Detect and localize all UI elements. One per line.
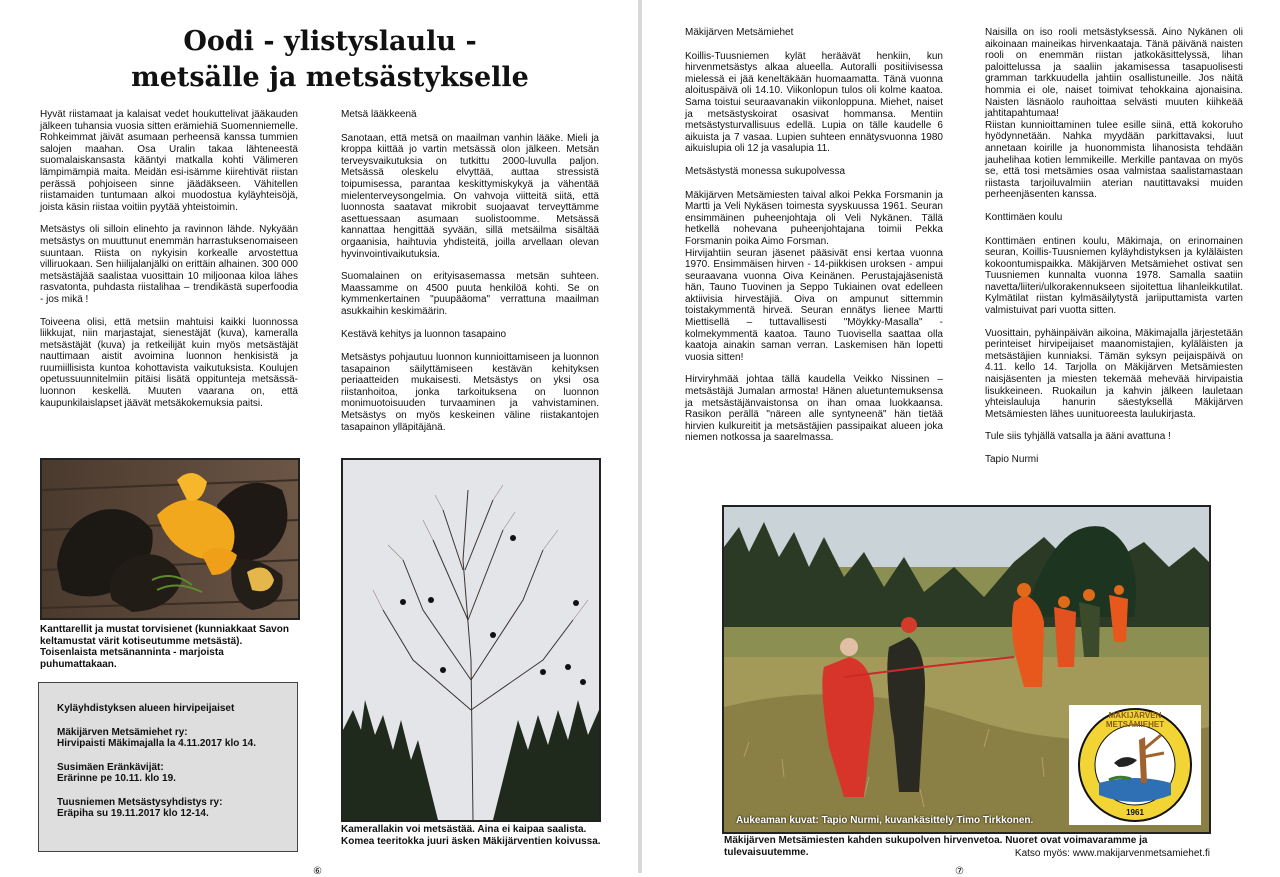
paragraph: Hirviryhmää johtaa tällä kaudella Veikko Nissinen – metsästäjä Jumalan armosta! Hänen aluetuntemuksensa ja metsästäjänvaistonsa on ihan omaa luokkaansa. Rasikon perällä "näreen alle syntyneenä" hän tietää hirvien kulkureitit ja metsästäjien passipaikat alueen joka niemen notkossa ja saarelmassa. (685, 374, 943, 444)
box-item-name: Susimäen Eränkävijät: (57, 761, 164, 773)
section-heading: Mäkijärven Metsämiehet (685, 27, 794, 38)
paragraph: Riistan kunnioittaminen tulee esille siinä, että kokoruho hyödynnetään. Nahka myydään parkittavaksi, luut annetaan koirille ja huonommista lihanosista tehdään jauhelihaa kotien lemmikeille. Merkille pantavaa on myös se, että tosi metsämies osaa valmistaa saalistamastaan riistasta tarjoiluvalmiin aterian nautittavaksi muiden perheenjäsenten kanssa. (985, 119, 1243, 201)
box-item (57, 797, 287, 820)
club-logo-text: MÄKIJÄRVEN METSÄMIEHET (1105, 711, 1165, 729)
paragraph: Hirvijahtiin seuran jäsenet pääsivät ensi kertaa vuonna 1970. Ensimmäisen hirven - 14-piikkisen uroksen - ampui seuraavana vuonna Oiva Keinänen. Perustajajäsenistä hän, Tauno Tuovinen ja Seppo Tukiainen ovat edelleen aktiivisia hirvestäjiä. Oiva on ampunut sittemmin toistakymmentä hirveä. Seuran ennätys lienee Martti Miettisellä – tuttavallisesti "Möykky-Masalla" - kolmekymmentä kaatoa. Tauno Tuovisella saattaa olla kaatoja ainakin saman verran. Laskemisen hän lopetti vuosia sitten! (685, 247, 943, 363)
box-item (57, 727, 287, 750)
box-item-detail: Erärinne pe 10.11. klo 19. (57, 773, 176, 784)
section-heading: Konttimäen koulu (985, 211, 1063, 223)
birds-caption: Kamerallakin voi metsästää. Aina ei kaipaa saalista. Komea teeritokka juuri äsken Mäkijärventien koivussa. (341, 824, 601, 847)
paragraph: Suomalainen on erityisasemassa metsän suhteen. Maassamme on 4500 puuta henkilöä kohti. Se on kymmenkertainen "puupääoma" verrattuna maailman asukkaihin keskimäärin. (341, 271, 599, 317)
paragraph: Hyvät riistamaat ja kalaisat vedet houkuttelivat jääkauden jälkeen tuhansia vuosia sitten erämiehiä Suomenniemelle. Rohkeimmat jäivät asumaan perheensä kanssa tummien salojen maahan. Osa Uralin takaa lähteneestä suomalaiskansasta kääntyi matkalla kohti Välimeren lämpimämpiä maita. Meidän esi-isämme kiirehtivät riistan perässä pohjoiseen sinne jäädäkseen. Vähitellen riistamaiden tuntumaan alkoi muodostua kyläyhteisöjä, joista käsin riistaa voitiin pyytää yhteistoimin. (40, 109, 298, 213)
section-heading: Metsä lääkkeenä (341, 109, 417, 120)
photo-credit: Aukeaman kuvat: Tapio Nurmi, kuvankäsittely Timo Tirkkonen. (736, 815, 1034, 826)
hunting-feast-box (38, 682, 298, 852)
box-item (57, 762, 287, 785)
right-page (642, 0, 1280, 877)
page-number: ⑦ (955, 866, 964, 877)
paragraph: Toiveena olisi, että metsiin mahtuisi kaikki luonnossa liikkujat, niin marjastajat, sienestäjät (kuva), kameralla metsästäjät (kuva) ja retkeilijät kuin myös metsästäjät nauttimaan aistit avoimina luonnon henkisistä ja ruumiillisista kuntoa kohottavista vaikutuksista. Koulujen opetussuunnitelmiin pitäisi lisätä oppitunteja metsässä-luonnon keskellä. Muuten vaarana on, että kaupunkilaislapset jäävät metsäkokemuksia paitsi. (40, 316, 298, 409)
paragraph: Koillis-Tuusniemen kylät heräävät henkiin, kun hirvenmetsästys alkaa alueella. Autoralli positiivisessa mielessä ei jää keneltäkään huomaamatta. Tänä vuonna aloituspäivä oli 14.10. Viikonlopun tulos oli kolme kaatoa. Sama toistui seuraavanakin viikonloppuna. Miehet, naiset ja metsästyskoirat osasivat hommansa. Mentiin metsästysturvallisuus edellä. Lupia on tälle kaudelle 6 aikuista ja 7 vasaa. Lupien suhteen ennätysvuonna 1980 aikuislupia oli 12 ja vasalupia 11. (685, 50, 943, 155)
section-heading: Metsästystä monessa sukupolvessa (685, 165, 846, 177)
left-page (0, 0, 638, 877)
birds-in-tree-photo (341, 458, 601, 822)
paragraph: Konttimäen entinen koulu, Mäkimaja, on erinomainen seuran, Koillis-Tuusniemen kyläyhdistyksen ja kyläläisten kokoontumispaikka. Mäkijärven Metsämiehet ostivat sen Tuusniemen kunnalta vuonna 1978. Samalla saatiin navetta/liiteri/ulkorakennukseen sijoitettua lihanleikkutilat. Kylmätilat riistan kylmäsäilytystä jariiputtamista varten valmistuivat pari vuotta sitten. (985, 235, 1243, 317)
website-link[interactable]: Katso myös: www.makijarvenmetsamiehet.fi (1014, 848, 1210, 859)
section-heading: Kestävä kehitys ja luonnon tasapaino (341, 328, 507, 340)
paragraph: Tule siis tyhjällä vatsalla ja ääni avattuna ! (985, 431, 1171, 443)
mushroom-photo (40, 458, 300, 620)
title-line-1: Oodi - ylistyslaulu - (183, 26, 477, 57)
hunters-caption: Mäkijärven Metsämiesten kahden sukupolven hirvenvetoa. Nuoret ovat voimavaramme ja tulevaisuutemme. (724, 835, 1148, 858)
box-heading: Kyläyhdistyksen alueen hirvipeijaiset (57, 703, 235, 714)
box-item-detail: Hirvipaisti Mäkimajalla la 4.11.2017 klo 14. (57, 738, 257, 749)
paragraph: Naisilla on iso rooli metsästyksessä. Aino Nykänen oli aikoinaan maineikas hirvenkaataja. Tänä päivänä naisten rooli on enemmän riistan jatkokäsittelyssä, lihan paloittelussa ja saaliin jakamisessa tasapuolisesti gramman tarkkuudella jahtiin osallistuneille. Jos näitä hommia ei ole, naiset toimivat tehokkaina ajonaisina. Naisten läsnäolo rauhoittaa selvästi muuten kiihkeää jahtitapahtumaa! (985, 27, 1243, 120)
box-item-name: Tuusniemen Metsästysyhdistys ry: (57, 796, 223, 808)
article-title (60, 24, 600, 96)
club-logo-year: 1961 (1126, 808, 1144, 817)
page-number: ⑥ (313, 866, 322, 877)
hunters-photo (722, 505, 1211, 834)
club-logo (1069, 705, 1201, 825)
right-column-1 (685, 27, 943, 455)
right-column-2 (985, 27, 1243, 477)
mushroom-caption: Kanttarellit ja mustat torvisienet (kunniakkaat Savon keltamustat värit kotiseutumme metsästä). Toisenlaista metsänanninta - marjoista puhumattakaan. (40, 624, 289, 670)
paragraph: Vuosittain, pyhäinpäivän aikoina, Mäkimajalla järjestetään perinteiset hirvipeijaiset maanomistajien, kyläläisten ja metsästäjien kunniaksi. Tämän syksyn peijaispäivä on 4.11. kello 14. Tarjolla on Mäkijärven Metsämiesten naisjäsenten ja miesten tekemää mehevää hirvipaistia lisukkeineen. Ruokailun ja kahvin jälkeen lauletaan yhteislauluja hanurin säestyksellä Mäkijärven Metsämiesten lähes uunituoreesta laulukirjasta. (985, 327, 1243, 420)
left-column-1 (40, 109, 298, 420)
paragraph: Sanotaan, että metsä on maailman vanhin lääke. Mieli ja kroppa kiittää jo vartin metsässä olon jälkeen. Metsän terveysvaikutuksia on tutkittu 2000-luvulla paljon. Metsässä oleskelu elvyttää, auttaa stressistä toipumisessa, parantaa keskittymiskykyä ja vähentää mielenterveysongelmia. On vahvoja viitteitä siitä, että luonnosta saatavat mikrobit suojaavat terveyttämme asettuessaan asumaan suolistoomme. Metsässä kannattaa hengittää syvään, sillä metsäilma sisältää orgaanisia, haihtuvia yhdisteitä, joilla arvellaan olevan hyvinvointivaikutuksia. (341, 132, 599, 260)
signature: Tapio Nurmi (985, 454, 1039, 465)
box-item-name: Mäkijärven Metsämiehet ry: (57, 726, 188, 738)
title-line-2: metsälle ja metsästykselle (131, 62, 529, 93)
paragraph: Metsästys oli silloin elinehto ja ravinnon lähde. Nykyään metsästys on muuttunut enemmän harrastuksenomaiseen suuntaan. Riista on nykyisin korkealle arvostettua villiruokaan. Sen hiilijalanjälki on erittäin alhainen. 300 000 metsästäjää saalistaa vuosittain 10 miljoonaa kiloa lähes rasvatonta, puhdasta riistalihaa – trendikästä superfoodia - jos mikä ! (40, 224, 298, 305)
box-item-detail: Eräpiha su 19.11.2017 klo 12-14. (57, 808, 209, 819)
paragraph: Mäkijärven Metsämiesten taival alkoi Pekka Forsmanin ja Martti ja Veli Nykäsen toimesta syyskuussa 1961. Seuran ensimmäinen puheenjohtaja oli Veli Nykänen. Tällä hetkellä nohevana puheenjohtajana toimii Pekka Forsmanin poika Aimo Forsman. (685, 189, 943, 247)
paragraph: Metsästys pohjautuu luonnon kunnioittamiseen ja luonnon tasapainon säilyttämiseen kestävän kehityksen periaatteiden mukaisesti. Metsästys on yksi osa riistanhoitoa, jonka tarkoituksena on luonnon monimuotoisuuden turvaaminen ja vahvistaminen. Metsästys on myös keskeinen väline riistakantojen tasapainon ylläpitäjänä. (341, 352, 599, 433)
left-column-2 (341, 109, 599, 444)
